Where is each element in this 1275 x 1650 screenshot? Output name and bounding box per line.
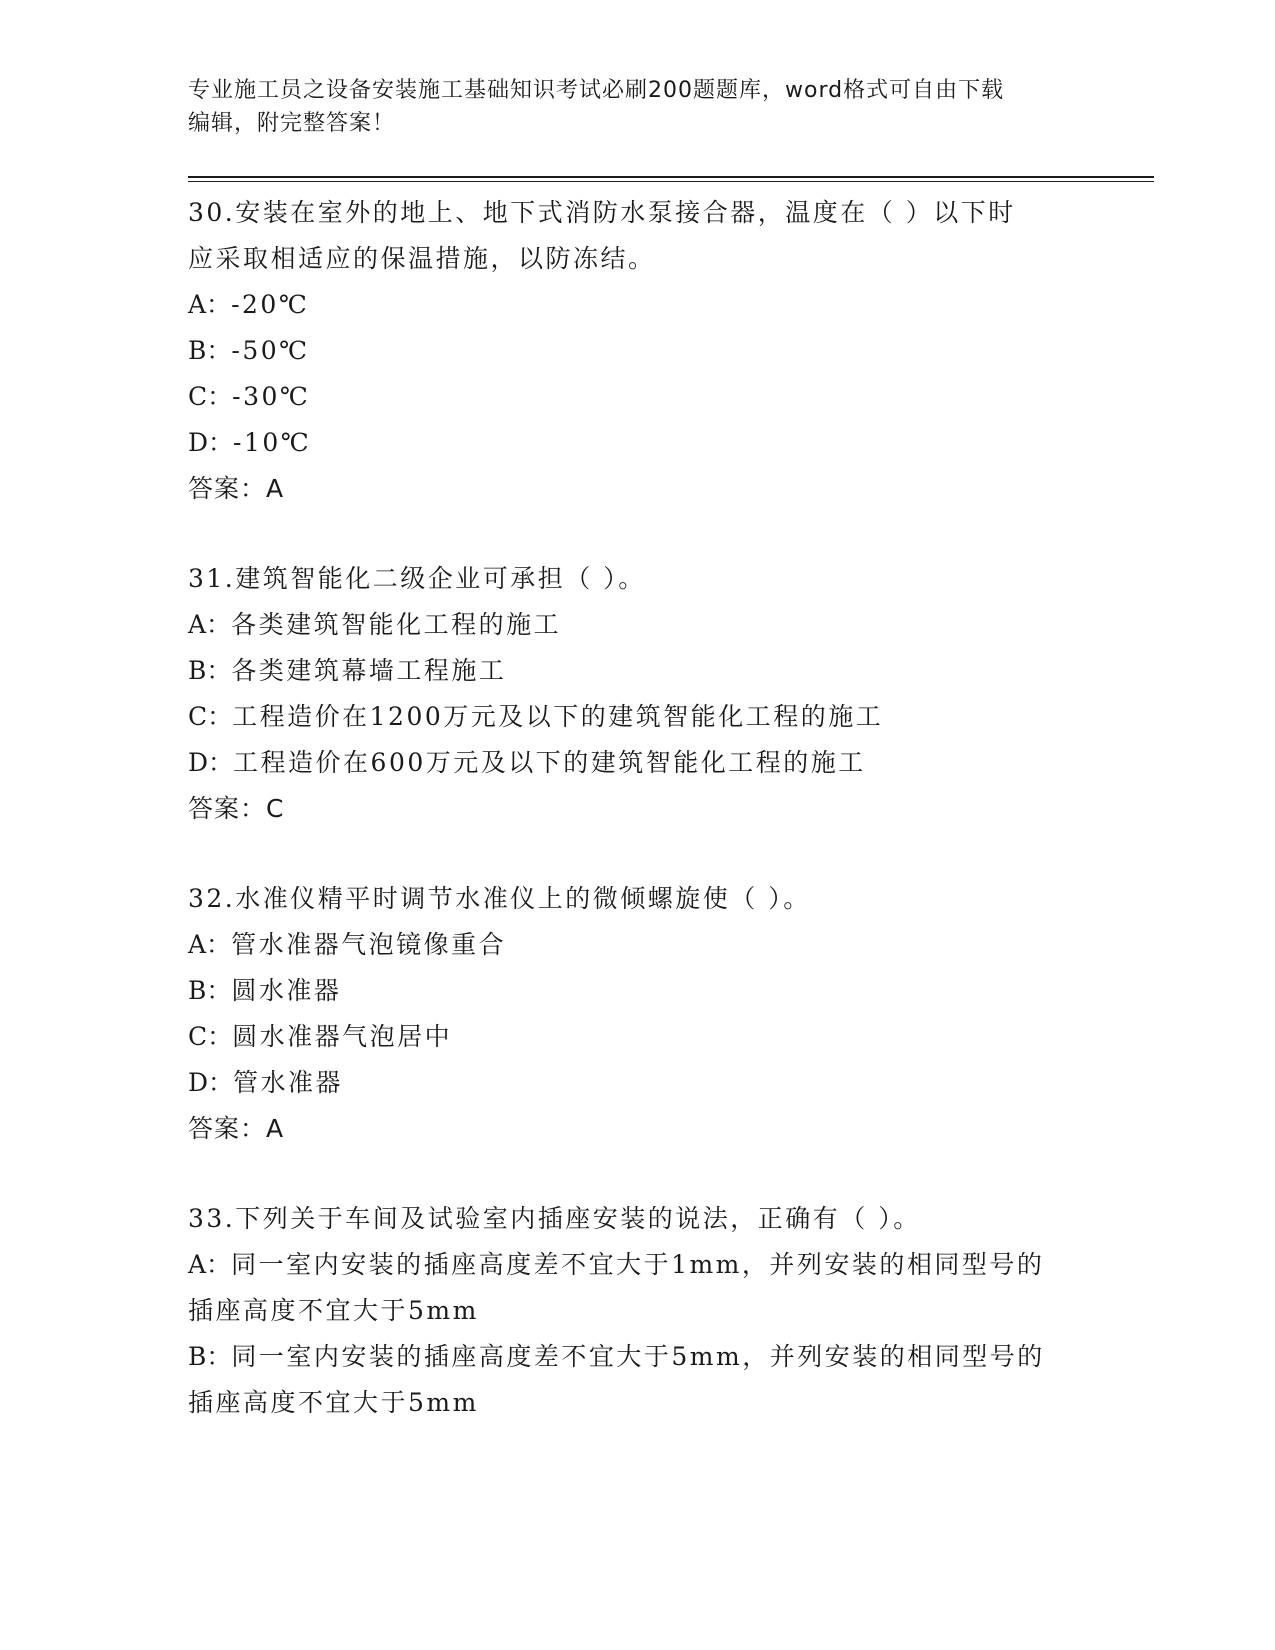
option-letter: C： xyxy=(188,702,233,731)
option-text: -50℃ xyxy=(231,336,310,365)
option-letter: C： xyxy=(188,1022,233,1051)
question-31 xyxy=(188,556,1088,832)
option-c xyxy=(188,694,1088,740)
question-33 xyxy=(188,1196,1088,1426)
option-text: 工程造价在1200万元及以下的建筑智能化工程的施工 xyxy=(232,702,884,731)
option-letter: A： xyxy=(188,610,232,639)
option-text: 工程造价在600万元及以下的建筑智能化工程的施工 xyxy=(233,748,866,777)
option-b xyxy=(188,968,1088,1014)
spacer xyxy=(188,832,1088,876)
option-b xyxy=(188,1334,1088,1380)
option-text: 各类建筑智能化工程的施工 xyxy=(231,610,562,639)
option-text: 同一室内安装的插座高度差不宜大于5mm，并列安装的相同型号的 xyxy=(231,1342,1045,1371)
header-divider-thick xyxy=(188,176,1154,178)
option-text: 管水准器 xyxy=(233,1068,344,1097)
document-header xyxy=(188,74,1088,140)
spacer xyxy=(188,1152,1088,1196)
option-d xyxy=(188,1060,1088,1106)
header-divider-thin xyxy=(188,181,1154,182)
option-a-continued: 插座高度不宜大于5mm xyxy=(188,1296,479,1325)
option-c xyxy=(188,374,1088,420)
spacer xyxy=(188,512,1088,556)
option-a xyxy=(188,922,1088,968)
header-line-1: 专业施工员之设备安装施工基础知识考试必刷200题题库，word格式可自由下载 xyxy=(188,78,1005,103)
option-letter: D： xyxy=(188,748,234,777)
question-30 xyxy=(188,190,1088,512)
option-letter: D： xyxy=(188,428,234,457)
option-text: 各类建筑幕墙工程施工 xyxy=(231,656,507,685)
question-32 xyxy=(188,876,1088,1152)
answer-line: 答案：A xyxy=(188,1114,285,1143)
header-line-2: 编辑，附完整答案！ xyxy=(188,111,396,136)
option-letter: A： xyxy=(188,290,232,319)
option-letter: B： xyxy=(188,976,232,1005)
question-stem: 31.建筑智能化二级企业可承担（ ）。 xyxy=(188,564,646,593)
option-text: -20℃ xyxy=(231,290,310,319)
option-a xyxy=(188,1242,1088,1288)
question-stem-continued: 应采取相适应的保温措施，以防冻结。 xyxy=(188,244,656,273)
option-letter: D： xyxy=(188,1068,234,1097)
option-d xyxy=(188,740,1088,786)
option-a xyxy=(188,282,1088,328)
option-a xyxy=(188,602,1088,648)
option-d xyxy=(188,420,1088,466)
option-text: -30℃ xyxy=(232,382,311,411)
option-text: 管水准器气泡镜像重合 xyxy=(231,930,507,959)
option-letter: C： xyxy=(188,382,233,411)
option-letter: A： xyxy=(188,1250,232,1279)
option-text: -10℃ xyxy=(233,428,312,457)
option-text: 圆水准器气泡居中 xyxy=(232,1022,453,1051)
option-b-continued: 插座高度不宜大于5mm xyxy=(188,1388,479,1417)
answer-line: 答案：C xyxy=(188,794,285,823)
option-letter: B： xyxy=(188,656,232,685)
option-b xyxy=(188,328,1088,374)
question-list xyxy=(188,190,1088,1426)
option-letter: B： xyxy=(188,336,232,365)
question-stem: 30.安装在室外的地上、地下式消防水泵接合器，温度在（ ）以下时 xyxy=(188,198,1016,227)
option-letter: B： xyxy=(188,1342,232,1371)
answer-line: 答案：A xyxy=(188,474,285,503)
option-letter: A： xyxy=(188,930,232,959)
option-text: 同一室内安装的插座高度差不宜大于1mm，并列安装的相同型号的 xyxy=(231,1250,1045,1279)
question-stem: 32.水准仪精平时调节水准仪上的微倾螺旋使（ ）。 xyxy=(188,884,811,913)
option-c xyxy=(188,1014,1088,1060)
option-text: 圆水准器 xyxy=(231,976,342,1005)
question-stem: 33.下列关于车间及试验室内插座安装的说法，正确有（ ）。 xyxy=(188,1204,921,1233)
option-b xyxy=(188,648,1088,694)
